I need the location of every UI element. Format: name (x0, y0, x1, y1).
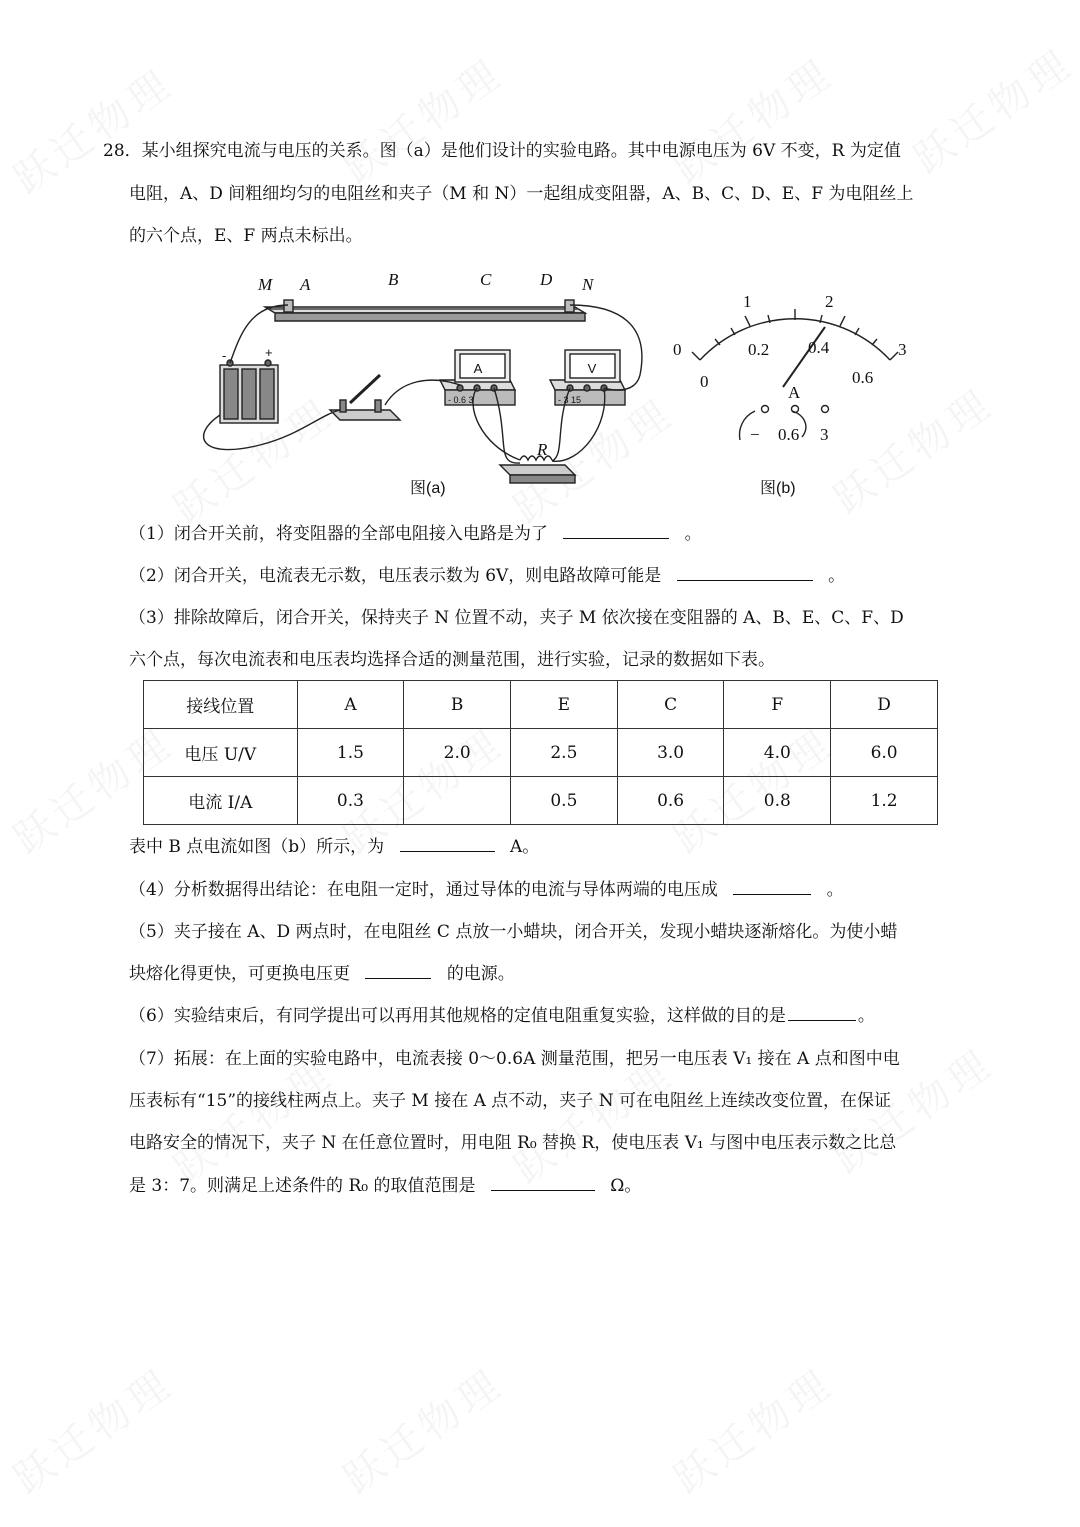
dial-inner-0-6: 0.6 (852, 368, 874, 387)
answer-blank-4[interactable] (733, 880, 811, 895)
table-cell: 电流 I/A (144, 777, 298, 825)
table-cell: 0.5 (511, 777, 618, 825)
table-row-current (144, 777, 938, 825)
table-cell: A (297, 681, 404, 729)
question-4: （4）分析数据得出结论：在电阻一定时，通过导体的电流与导体两端的电压成 。 (129, 880, 844, 900)
problem-intro-line2: 电阻，A、D 间粗细均匀的电阻丝和夹子（M 和 N）一起组成变阻器，A、B、C、D、E、F 为电阻丝上 (129, 184, 914, 204)
answer-blank-3[interactable] (400, 837, 495, 852)
table-cell: 6.0 (831, 729, 938, 777)
terminal-label-minus: − (750, 425, 760, 444)
table-cell: 3.0 (617, 729, 724, 777)
clip-n (565, 300, 574, 312)
table-cell: 1.5 (297, 729, 404, 777)
answer-blank-1[interactable] (563, 524, 669, 539)
label-a: A (300, 275, 311, 294)
problem-intro-line1: 28．某小组探究电流与电压的关系。图（a）是他们设计的实验电路。其中电源电压为 6V 不变，R 为定值 (103, 141, 901, 161)
answer-blank-7[interactable] (491, 1176, 595, 1191)
battery-icon (220, 360, 278, 423)
table-cell: 2.0 (404, 729, 511, 777)
label-d: D (540, 270, 553, 289)
question-7-line1: （7）拓展：在上面的实验电路中，电流表接 0～0.6A 测量范围，把另一电压表 V₁ 接在 A 点和图中电 (129, 1049, 900, 1069)
terminal-label-3: 3 (820, 425, 829, 444)
terminal-3 (822, 406, 829, 413)
battery-plus: + (265, 345, 273, 360)
rheostat-board-top (265, 307, 585, 313)
table-cell: 1.2 (831, 777, 938, 825)
figure-a-circuit (204, 300, 642, 483)
table-cell-empty[interactable] (404, 777, 511, 825)
dial-unit: A (788, 383, 801, 402)
clip-m (284, 300, 293, 312)
table-row-header (144, 681, 938, 729)
label-c: C (480, 270, 492, 289)
dial-needle (783, 327, 825, 387)
battery-minus: - (222, 348, 227, 363)
figure-a-caption: 图(a) (410, 480, 446, 497)
dial-outer-0: 0 (673, 340, 682, 359)
table-row-voltage (144, 729, 938, 777)
table-cell: 接线位置 (144, 681, 298, 729)
dial-outer-2: 2 (825, 292, 834, 311)
answer-blank-2[interactable] (677, 566, 813, 581)
table-cell: 4.0 (724, 729, 831, 777)
question-7-line3: 电路安全的情况下，夹子 N 在任意位置时，用电阻 R₀ 替换 R，使电压表 V₁ 与图中电压表示数之比总 (129, 1133, 897, 1153)
question-1: （1）闭合开关前，将变阻器的全部电阻接入电路是为了 。 (129, 524, 702, 544)
table-cell: 0.3 (297, 777, 404, 825)
question-6: （6）实验结束后，有同学提出可以再用其他规格的定值电阻重复实验，这样做的目的是 。 (129, 1006, 875, 1026)
question-3-line1: （3）排除故障后，闭合开关，保持夹子 N 位置不动，夹子 M 依次接在变阻器的 A、B、E、C、F、D (129, 608, 904, 628)
rheostat-board-front (275, 313, 585, 321)
question-3-line2: 六个点，每次电流表和电压表均选择合适的测量范围，进行实验，记录的数据如下表。 (129, 650, 775, 670)
data-table (143, 680, 938, 825)
voltmeter-face-label: V (587, 361, 597, 376)
question-3-answer: 表中 B 点电流如图（b）所示，为 A。 (129, 837, 540, 857)
circuit-figures (180, 265, 920, 500)
answer-blank-5[interactable] (365, 964, 431, 979)
table-cell: E (511, 681, 618, 729)
label-b: B (388, 270, 399, 289)
question-5-line2: 块熔化得更快，可更换电压更 的电源。 (129, 964, 515, 984)
dial-arc (700, 319, 890, 360)
dial-inner-0-4: 0.4 (808, 338, 830, 357)
table-cell: 0.8 (724, 777, 831, 825)
table-cell: 2.5 (511, 729, 618, 777)
voltmeter-terminals: - 3 15 (558, 395, 582, 405)
question-5-line1: （5）夹子接在 A、D 两点时，在电阻丝 C 点放一小蜡块，闭合开关，发现小蜡块逐渐熔化。为使小蜡 (129, 922, 898, 942)
dial-inner-0: 0 (700, 372, 709, 391)
dial-inner-0-2: 0.2 (748, 340, 770, 359)
label-r: R (537, 440, 548, 459)
table-cell: 电压 U/V (144, 729, 298, 777)
label-n: N (582, 275, 594, 294)
ammeter-terminals: - 0.6 3 (448, 395, 474, 405)
problem-number: 28． (103, 141, 142, 161)
label-m: M (258, 275, 273, 294)
question-7-line2: 压表标有“15”的接线柱两点上。夹子 M 接在 A 点不动，夹子 N 可在电阻丝上连续改变位置，在保证 (129, 1091, 891, 1111)
answer-blank-6[interactable] (788, 1006, 856, 1021)
dial-outer-1: 1 (743, 292, 752, 311)
table-cell: C (617, 681, 724, 729)
ammeter-face-label: A (473, 361, 483, 376)
table-cell: B (404, 681, 511, 729)
terminal-minus (762, 406, 769, 413)
table-cell: 0.6 (617, 777, 724, 825)
table-cell: F (724, 681, 831, 729)
table-cell: D (831, 681, 938, 729)
dial-outer-3: 3 (898, 340, 907, 359)
problem-intro-line3: 的六个点，E、F 两点未标出。 (129, 226, 363, 246)
terminal-label-0-6: 0.6 (778, 425, 800, 444)
question-7-line4: 是 3：7。则满足上述条件的 R₀ 的取值范围是 Ω。 (129, 1176, 642, 1196)
figure-b-caption: 图(b) (760, 480, 796, 497)
question-2: （2）闭合开关，电流表无示数，电压表示数为 6V，则电路故障可能是 。 (129, 566, 846, 586)
